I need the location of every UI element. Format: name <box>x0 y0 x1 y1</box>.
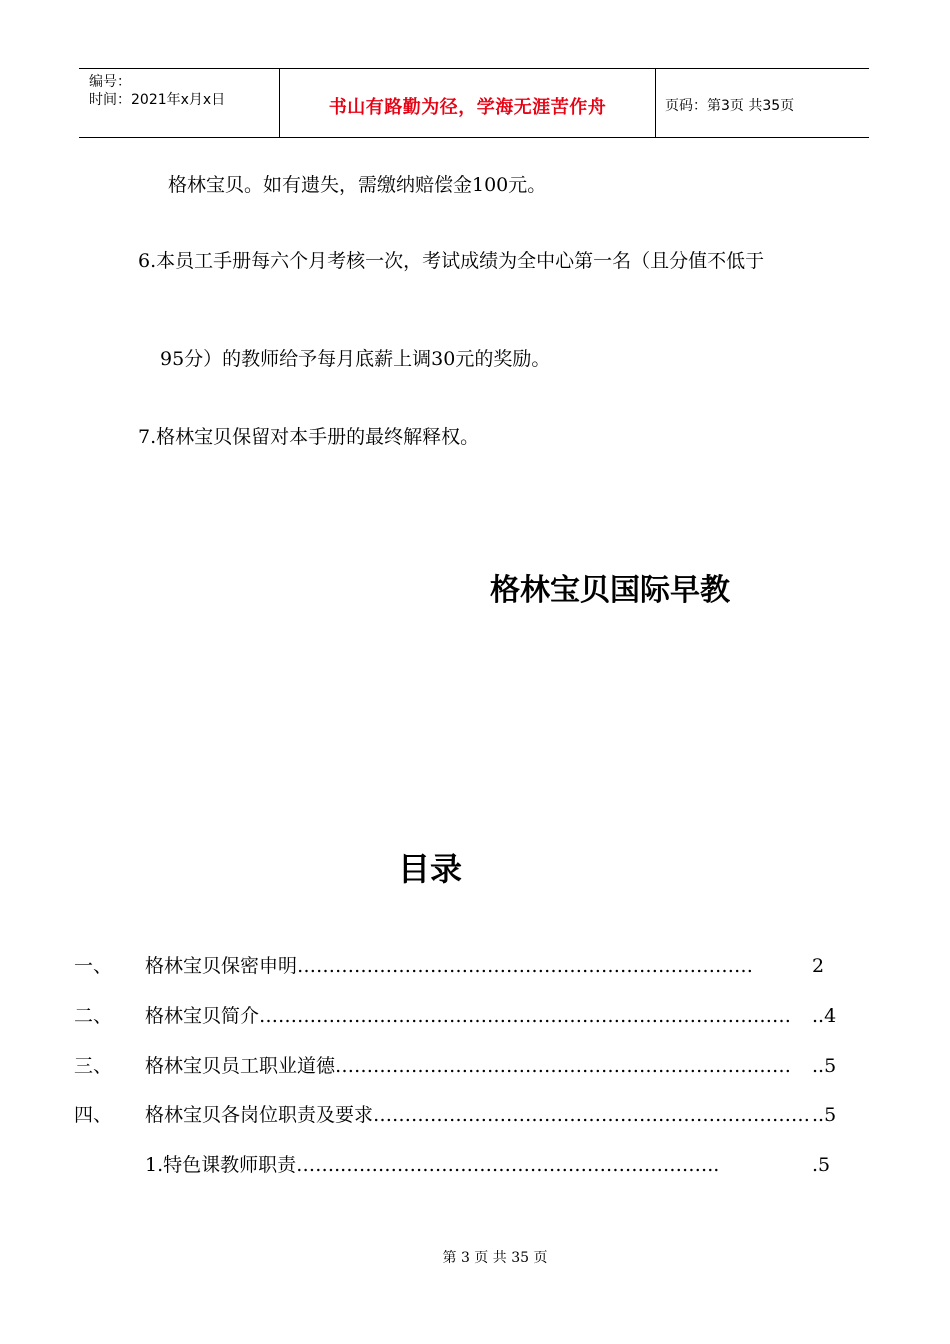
toc-entry-number: 四、 <box>74 1104 113 1126</box>
toc-entry-page: ..4 <box>812 1005 837 1027</box>
toc-entry[interactable] <box>0 1052 950 1080</box>
body-paragraph-3: 95分）的教师给予每月底薪上调30元的奖励。 <box>160 348 551 370</box>
toc-entry-page: 2 <box>812 955 825 977</box>
header-motto-cell <box>279 69 656 137</box>
toc-entry[interactable] <box>0 952 950 980</box>
header-page-cell <box>655 69 869 137</box>
body-paragraph-4: 7.格林宝贝保留对本手册的最终解释权。 <box>138 426 480 448</box>
header-left-cell <box>79 69 279 137</box>
toc-entry-page: ..5 <box>812 1055 837 1077</box>
org-title: 格林宝贝国际早教 <box>490 573 730 608</box>
toc-entry-text: 格林宝贝员工职业道德……………………………………………………………… <box>145 1055 792 1077</box>
header-number-label: 编号： <box>89 74 131 90</box>
page-header <box>79 68 869 138</box>
toc-entry[interactable] <box>0 1002 950 1030</box>
header-page-info: 页码：第3页 共35页 <box>665 98 795 114</box>
toc-entry-text: 1.特色课教师职责……..………………………………………………….. <box>145 1154 720 1176</box>
toc-entry-page: ..5 <box>812 1104 837 1126</box>
toc-entry-number: 二、 <box>74 1005 113 1027</box>
page-footer: 第 3 页 共 35 页 <box>442 1250 548 1266</box>
toc-entry-text: 格林宝贝各岗位职责及要求…………………………………………………………… <box>145 1104 810 1126</box>
toc-entry-text: 格林宝贝保密申明……………………………………………………………… <box>145 955 754 977</box>
toc-title: 目录 <box>398 850 463 888</box>
body-paragraph-1: 格林宝贝。如有遗失，需缴纳赔偿金100元。 <box>168 174 547 196</box>
body-paragraph-2: 6.本员工手册每六个月考核一次，考试成绩为全中心第一名（且分值不低于 <box>138 250 765 272</box>
toc-entry-page: .5 <box>812 1154 831 1176</box>
toc-entry-number: 三、 <box>74 1055 113 1077</box>
toc-subentry[interactable] <box>0 1151 950 1179</box>
header-date-label: 时间：2021年x月x日 <box>89 92 226 108</box>
toc-entry-number: 一、 <box>74 955 113 977</box>
header-motto: 书山有路勤为径，学海无涯苦作舟 <box>328 97 607 118</box>
toc-entry-text: 格林宝贝简介………………………………………………………………………… <box>145 1005 792 1027</box>
toc-entry[interactable] <box>0 1101 950 1129</box>
